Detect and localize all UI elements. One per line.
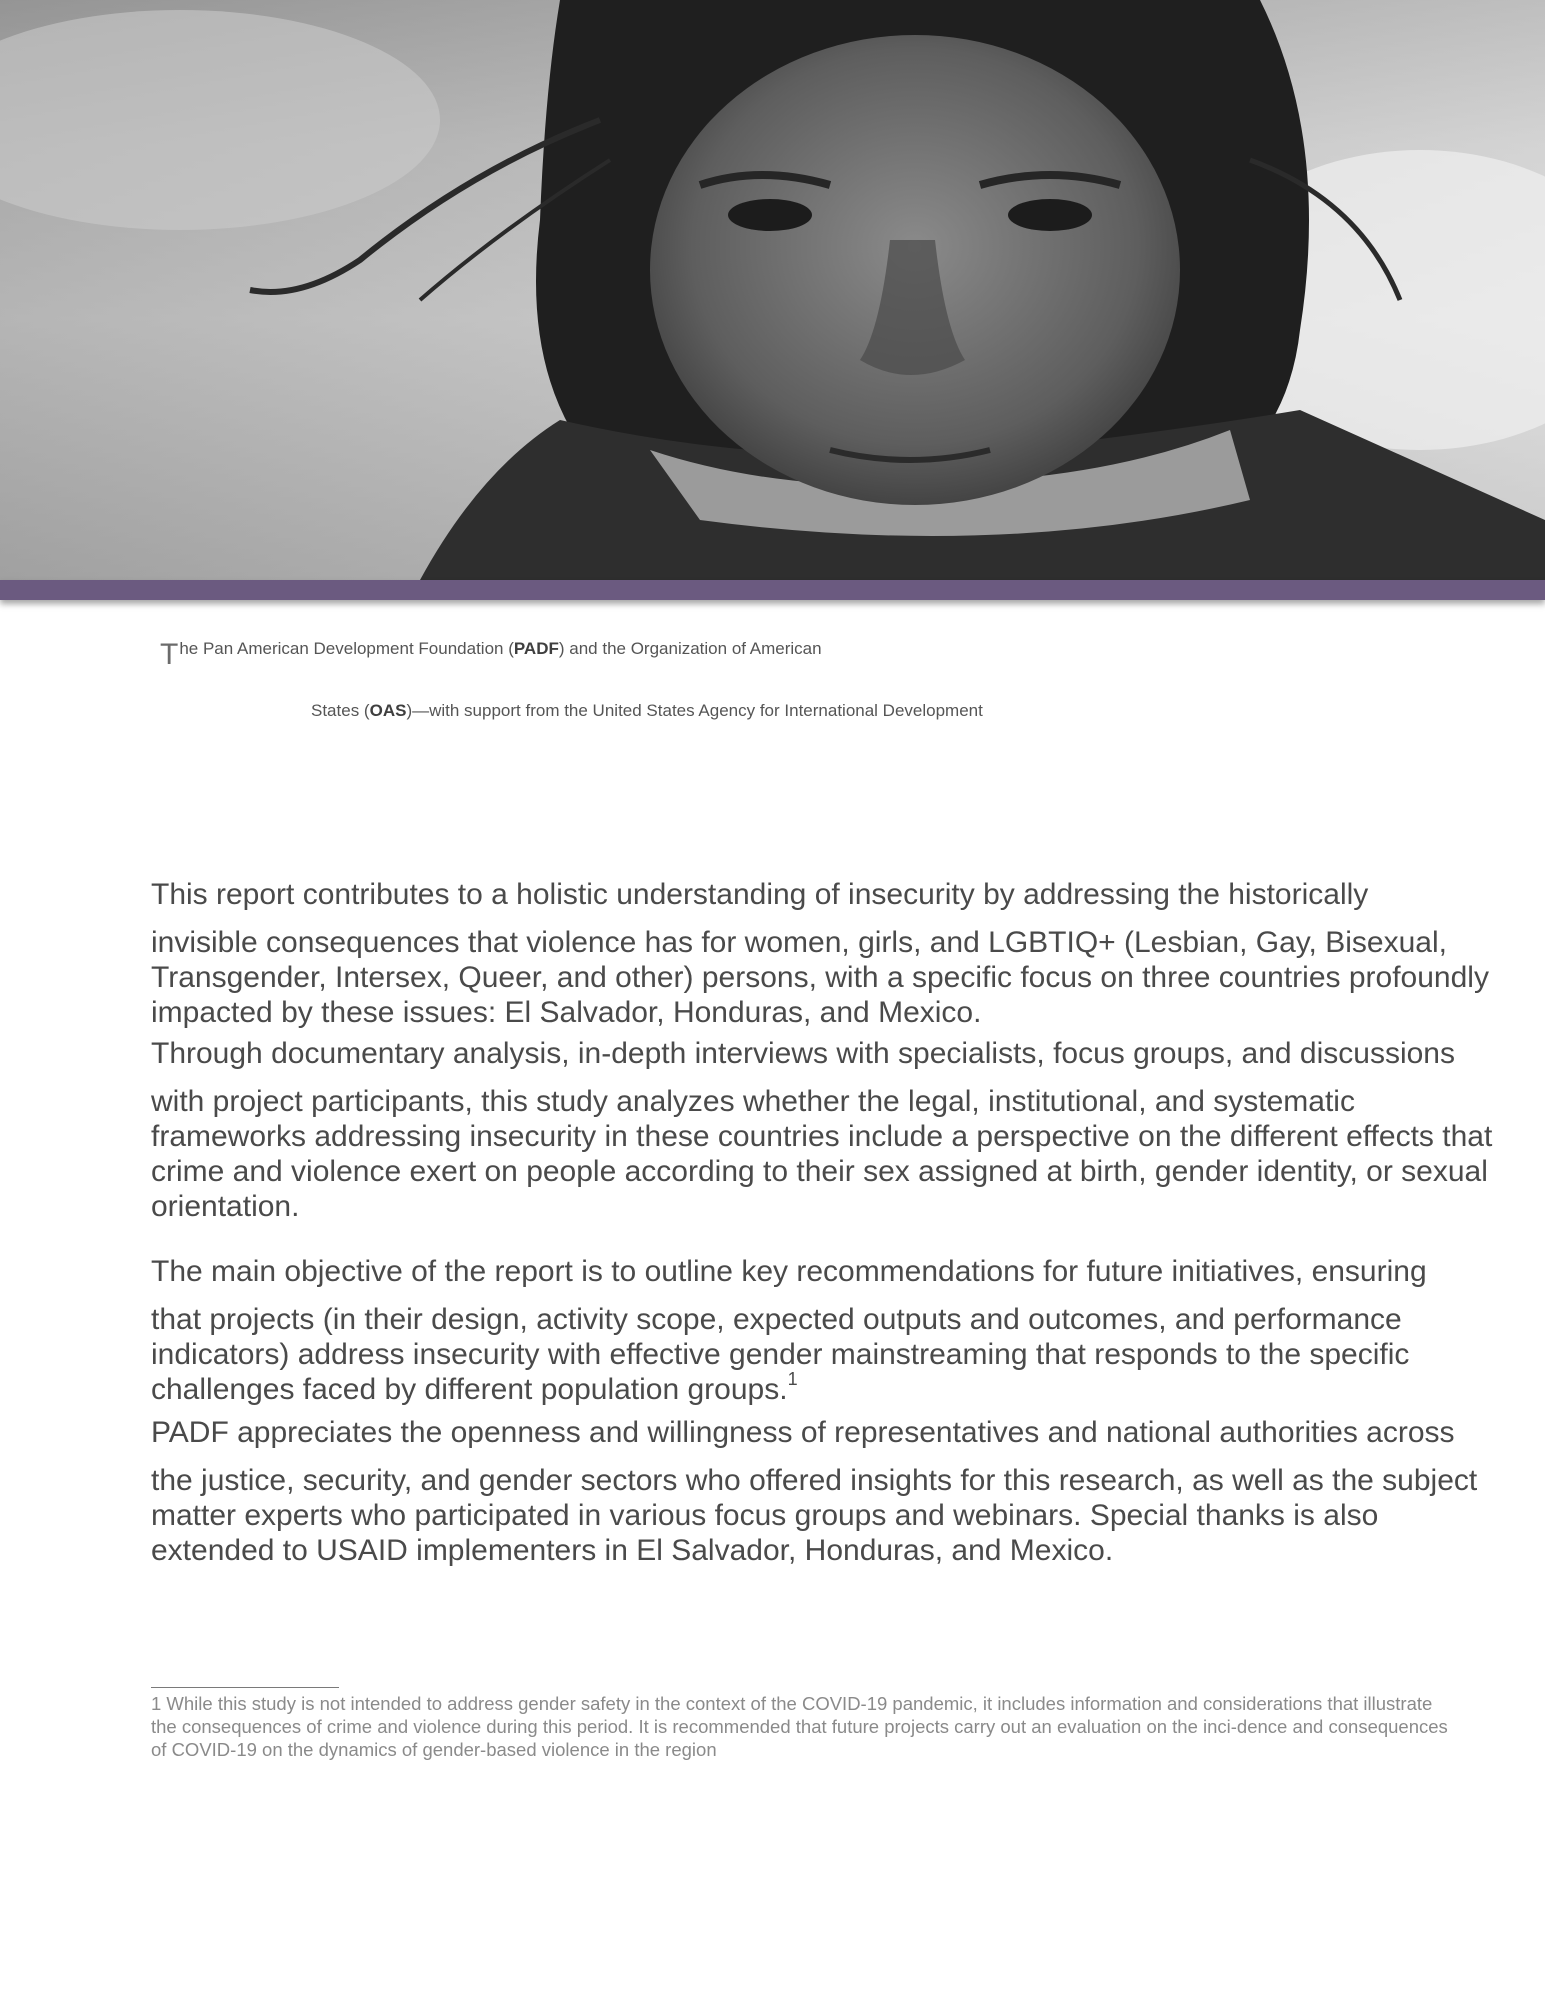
intro-line-1 <box>160 638 822 672</box>
intro-line-2-text-a: States ( <box>311 701 370 720</box>
intro-line-1-text-a: he Pan American Development Foundation ( <box>179 639 514 658</box>
paragraph-acknowledgements <box>151 1418 1501 1568</box>
paragraph-methodology <box>151 1039 1501 1224</box>
footnote-separator <box>151 1687 339 1688</box>
intro-padf-acronym: PADF <box>513 639 559 658</box>
paragraph-1-body: invisible consequences that violence has for women, girls, and LGBTIQ+ (Lesbian, Gay, Bisexual, Transgender, Intersex, Queer, and other) persons, with a specific focus on three countries profoundly impacted by these issues: El Salvador, Honduras, and Mexico. <box>151 926 1489 1029</box>
paragraph-objective <box>151 1257 1501 1407</box>
paragraph-report-scope <box>151 880 1501 1030</box>
drop-cap: T <box>160 638 179 671</box>
intro-line-2-text-b: )—with support from the United States Agency for International Development <box>406 701 983 720</box>
intro-oas-acronym: OAS <box>369 701 407 720</box>
paragraph-2-body: with project participants, this study analyzes whether the legal, institutional, and systematic frameworks addressing insecurity in these countries include a perspective on the different effects that crime and violence exert on people according to their sex assigned at birth, gender identity, or sexual orientation. <box>151 1085 1493 1223</box>
purple-divider-band <box>0 580 1545 600</box>
portrait-photo-icon <box>0 0 1545 580</box>
hero-photo <box>0 0 1545 580</box>
paragraph-4-lead: PADF appreciates the openness and willingness of representatives and national authorities across <box>151 1416 1455 1449</box>
footnote-text: 1 While this study is not intended to address gender safety in the context of the COVID-19 pandemic, it includes information and considerations that illustrate the consequences of crime and violence during this period. It is recommended that future projects carry out an evaluation on the inci-dence and consequences of COVID-19 on the dynamics of gender-based violence in the region <box>151 1693 1448 1760</box>
paragraph-3-body <box>151 1302 1501 1407</box>
paragraph-4-body: the justice, security, and gender sectors who offered insights for this research, as well as the subject matter experts who participated in various focus groups and webinars. Special thanks is also extended to USAID implementers in El Salvador, Honduras, and Mexico. <box>151 1464 1478 1567</box>
intro-line-1-text-b: ) and the Organization of American <box>558 639 822 658</box>
intro-line-2 <box>311 701 983 721</box>
footnote-reference: 1 <box>787 1369 798 1389</box>
paragraph-3-lead: The main objective of the report is to outline key recommendations for future initiatives, ensuring <box>151 1255 1427 1288</box>
paragraph-1-lead: This report contributes to a holistic understanding of insecurity by addressing the historically <box>151 878 1369 911</box>
paragraph-3-body-text: that projects (in their design, activity scope, expected outputs and outcomes, and performance indicators) address insecurity with effective gender mainstreaming that responds to the specific challenges faced by different population groups. <box>151 1303 1410 1406</box>
paragraph-2-lead: Through documentary analysis, in-depth interviews with specialists, focus groups, and discussions <box>151 1037 1455 1070</box>
